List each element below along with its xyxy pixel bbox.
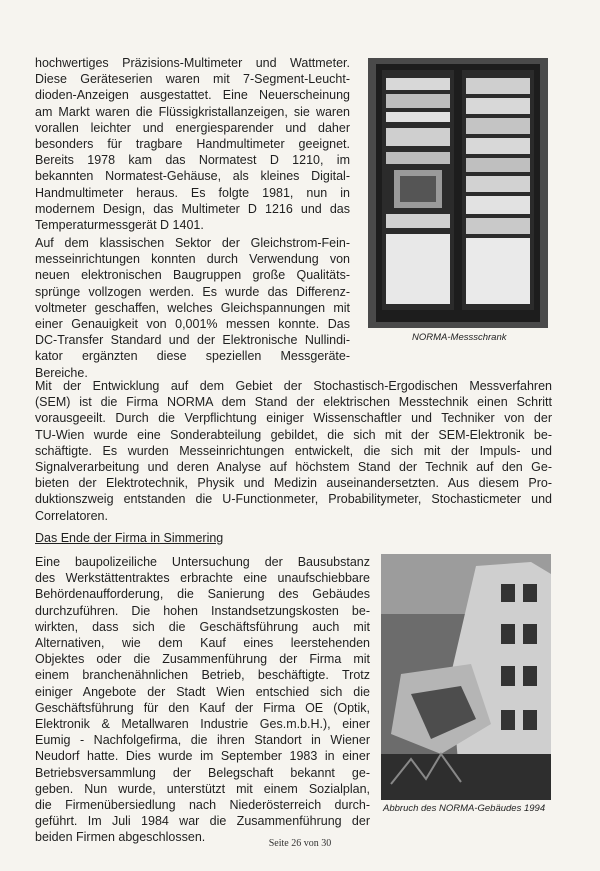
paragraph-gleichstrom: Auf dem klassischen Sektor der Gleichstrom-Fein- messeinrichtungen konnten durch Verwendung von neuen elektronischen Baugruppen große Qualitäts- sprünge vollzogen werden. Es wurde das Differenz- voltmeter geschaffen, welches Gleichspannungen mit einer Genauigkeit von 0,001% messen konnte. Das DC-Transfer Standard und der Elektronische Nullindi- kator ergänzten diese speziellen Messgeräte- Bereiche. xyxy=(35,236,350,380)
photo-gebaeude-abbruch xyxy=(381,554,551,800)
caption-abbruch: Abbruch des NORMA-Gebäudes 1994 xyxy=(383,803,546,814)
caption-messschrank: NORMA-Messschrank xyxy=(412,332,507,343)
paragraph-sem: Mit der Entwicklung auf dem Gebiet der Stochastisch-Ergodischen Messverfahren (SEM) ist die Firma NORMA dem Stand der elektrischen Messtechnik einen Schritt vorausgeeilt. Durch die Verpflichtung einiger Wissenschaftler und Techniker von der TU-Wien wurde eine Sonderabteilung gebildet, die sich mit der SEM-Elektronik be- schäftigte. Es wurden Messeinrichtungen entwickelt, die sich mit der Impuls- und Signalverarbeitung und deren Analyse auf höchstem Stand der Technik auf den Ge- bieten der Elektrotechnik, Physik und Medizin auseinandersetzten. Aus diesem Pro- duktionszweig entstanden die U-Functionmeter, Probabilitymeter, Stochasticmeter und Correlatoren. xyxy=(35,379,552,523)
building-illustration xyxy=(381,554,551,800)
cabinet-illustration xyxy=(368,58,548,328)
photo-messschrank xyxy=(368,58,548,328)
page-number: Seite 26 von 30 xyxy=(268,838,332,849)
section-heading: Das Ende der Firma in Simmering xyxy=(35,531,224,545)
paragraph-ende: Eine baupolizeiliche Untersuchung der Bausubstanz des Werkstättentraktes erbrachte eine unaufschiebbare Behördenaufforderung, die Sanierung des Gebäudes durchzuführen. Die hohen Instandsetzungskosten be- wirkten, dass sich die Geschäftsführung auch mit Alternativen, wie dem Kauf eines leerstehenden Objektes oder die Zusammenführung der Firma mit einem branchenähnlichen Betrieb, beschäftigte. Trotz einiger Angebote der Stadt Wien entschied sich die Geschäftsführung für den Kauf der Firma OE (Optik, Elektronik & Metallwaren Industrie Ges.m.b.H.), einer Eumig - Nachfolgefirma, die ihren Standort in Wiener Neudorf hatte. Dies wurde im September 1983 in einer Betriebsversammlung der Belegschaft bekannt ge- geben. Nun wurde, unterstützt mit einem Sozialplan, die Firmenübersiedlung nach Niederösterreich durch- geführt. Im Juli 1984 war die Zusammenführung der beiden Firmen abgeschlossen. xyxy=(35,555,370,845)
paragraph-multimeter: hochwertiges Präzisions-Multimeter und Wattmeter. Diese Geräteserien waren mit 7-Segment-Leucht- dioden-Anzeigen ausgestattet. Eine Neuerscheinung am Markt waren die Flüssigkristallanzeigen, sie waren vorallen leichter und energiesparender und daher besonders für tragbare Handmultimeter geeignet. Bereits 1978 kam das Normatest D 1210, im bekannten Normatest-Gehäuse, als kleines Digital- Handmultimeter heraus. Es folgte 1981, nun in modernem Design, das Multimeter D 1216 und das Temperaturmessgerät D 1401. xyxy=(35,56,350,233)
